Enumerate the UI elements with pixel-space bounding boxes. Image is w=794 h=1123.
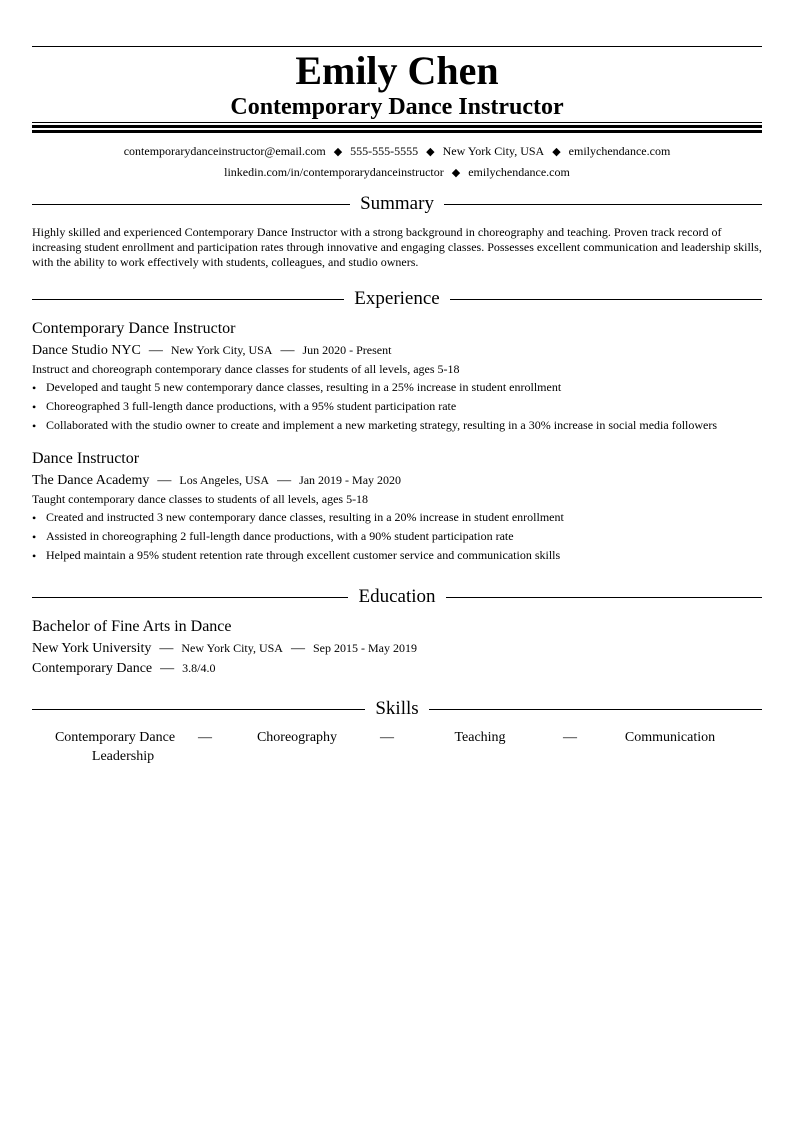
- job-dates: Jun 2020 - Present: [302, 343, 392, 357]
- diamond-separator-icon: ◆: [552, 146, 561, 158]
- job-title: Contemporary Dance Instructor: [32, 320, 236, 337]
- contact-phone: 555-555-5555: [350, 144, 419, 158]
- job-company: Dance Studio NYC: [32, 343, 141, 358]
- education-location: New York City, USA: [181, 641, 283, 655]
- summary-heading: Summary: [32, 193, 762, 215]
- skill-item: Choreography: [256, 730, 338, 745]
- bullet-icon: •: [32, 381, 37, 395]
- candidate-title: Contemporary Dance Instructor: [230, 94, 564, 120]
- contact-linkedin[interactable]: linkedin.com/in/contemporarydanceinstructor: [224, 165, 444, 179]
- skill-item: Contemporary Dance: [54, 730, 176, 745]
- education-degree: Bachelor of Fine Arts in Dance: [32, 618, 232, 635]
- list-item: • Collaborated with the studio owner to create and implement a new marketing strategy, resulting in a 30% increase in social media followers: [32, 418, 718, 433]
- contact-website-2[interactable]: emilychendance.com: [468, 165, 570, 179]
- diamond-separator-icon: ◆: [426, 146, 435, 158]
- bullet-icon: •: [32, 549, 37, 563]
- job-bullets: [32, 510, 762, 567]
- job-bullets: [32, 380, 762, 437]
- list-item: • Assisted in choreographing 2 full-length dance productions, with a 90% student participation rate: [32, 529, 514, 544]
- education-dates: Sep 2015 - May 2019: [312, 641, 417, 655]
- list-item: • Created and instructed 3 new contemporary dance classes, resulting in a 20% increase in student enrollment: [32, 510, 564, 525]
- contact-email[interactable]: contemporarydanceinstructor@email.com: [123, 144, 326, 158]
- job-dates: Jan 2019 - May 2020: [299, 473, 402, 487]
- job-title: Dance Instructor: [32, 450, 140, 467]
- skill-separator: —: [380, 730, 394, 745]
- job-description: Instruct and choreograph contemporary dance classes for students of all levels, ages 5-18: [32, 362, 460, 376]
- diamond-separator-icon: ◆: [451, 167, 461, 179]
- contact-line-1: [32, 143, 762, 160]
- education-meta: New York University — New York City, USA — Sep 2015 - May 2019: [32, 641, 417, 656]
- header-rule-thick: [32, 125, 762, 128]
- candidate-name: Emily Chen: [295, 48, 499, 93]
- education-heading: Education: [32, 586, 762, 608]
- header-rule-thin: [32, 122, 762, 123]
- job-location: Los Angeles, USA: [179, 473, 270, 487]
- education-school: New York University: [32, 641, 152, 656]
- education-major: Contemporary Dance — 3.8/4.0: [32, 661, 216, 676]
- header-top-rule: [32, 46, 762, 47]
- diamond-separator-icon: ◆: [333, 146, 343, 158]
- summary-text: Highly skilled and experienced Contemporary Dance Instructor with a strong background in choreography and teaching. Proven track record of increasing student enrollment and participation rates through innovative and engaging classes. Possesses excellent communication and leadership skills, with the ability to work effectively with students, colleagues, and studio owners.: [32, 225, 762, 269]
- bullet-icon: •: [32, 419, 37, 433]
- contact-website[interactable]: emilychendance.com: [568, 144, 671, 158]
- contact-line-2: [32, 164, 762, 181]
- experience-heading: Experience: [32, 288, 762, 310]
- contact-location: New York City, USA: [442, 144, 545, 158]
- job-company: The Dance Academy: [32, 473, 150, 488]
- job-meta: The Dance Academy — Los Angeles, USA — Jan 2019 - May 2020: [32, 473, 402, 488]
- skill-separator: —: [198, 730, 212, 745]
- skills-heading: Skills: [32, 698, 762, 720]
- job-description: Taught contemporary dance classes to students of all levels, ages 5-18: [32, 492, 369, 506]
- job-meta: Dance Studio NYC — New York City, USA — Jun 2020 - Present: [32, 343, 392, 358]
- skill-item: Communication: [624, 730, 716, 745]
- bullet-icon: •: [32, 511, 37, 525]
- job-location: New York City, USA: [170, 343, 273, 357]
- skill-item: Teaching: [454, 730, 506, 745]
- bullet-icon: •: [32, 400, 37, 414]
- list-item: • Helped maintain a 95% student retention rate through excellent customer service and communication skills: [32, 548, 561, 563]
- list-item: • Developed and taught 5 new contemporary dance classes, resulting in a 25% increase in student enrollment: [32, 380, 562, 395]
- skill-item: Leadership: [91, 749, 155, 764]
- education-gpa: 3.8/4.0: [182, 661, 216, 675]
- education-major-name: Contemporary Dance: [32, 661, 153, 676]
- bullet-icon: •: [32, 530, 37, 544]
- header-rule-thick-2: [32, 130, 762, 133]
- skill-separator: —: [563, 730, 577, 745]
- list-item: • Choreographed 3 full-length dance productions, with a 95% student participation rate: [32, 399, 457, 414]
